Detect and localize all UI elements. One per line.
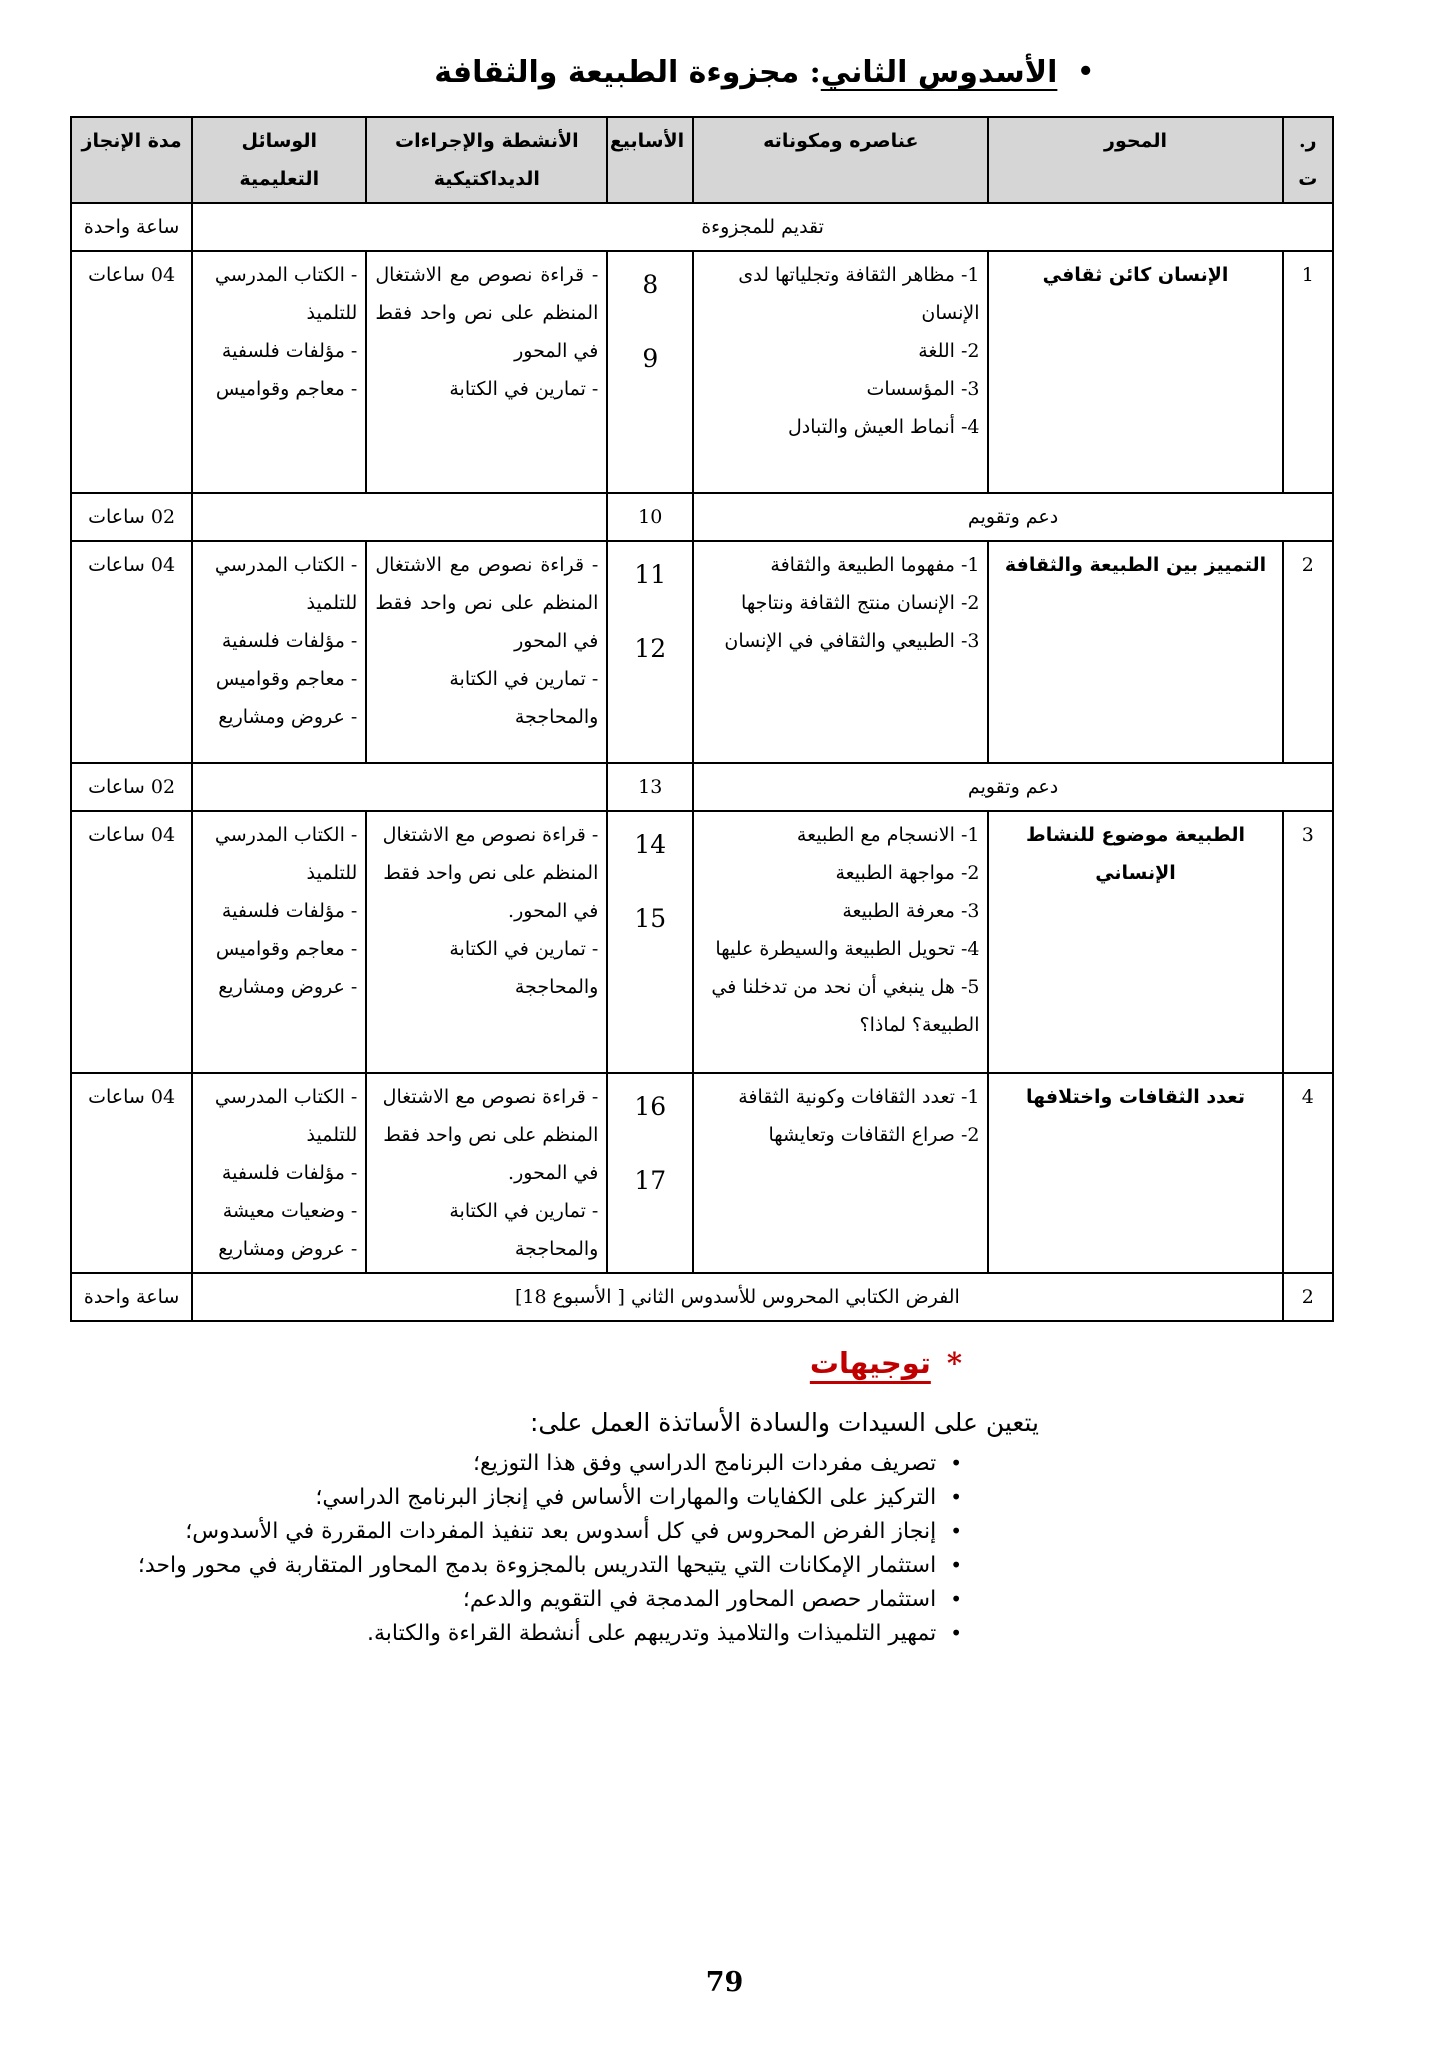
activity-item: - قراءة نصوص مع الاشتغال المنظم على نص واحد فقط في المحور	[375, 554, 599, 652]
activity-item: - تمارين في الكتابة والمحاججة	[449, 938, 599, 998]
bullet-icon: •	[950, 1621, 962, 1645]
activity-item: - تمارين في الكتابة والمحاججة	[449, 668, 599, 728]
directives-heading	[70, 1346, 1334, 1380]
material-item: - معاجم وقواميس	[215, 668, 358, 690]
module-intro-row	[71, 203, 1333, 251]
activity-item: - قراءة نصوص مع الاشتغال المنظم على نص واحد فقط في المحور	[375, 264, 599, 362]
element-item: 2- الإنسان منتج الثقافة ونتاجها	[741, 592, 980, 614]
week-number: 8	[642, 270, 659, 299]
element-item: 1- مفهوما الطبيعة والثقافة	[770, 554, 980, 576]
row-number: 1	[1283, 251, 1333, 493]
curriculum-table	[70, 116, 1334, 1322]
header-axis: المحور	[988, 117, 1282, 203]
duration-cell: 04 ساعات	[71, 251, 192, 493]
material-item: - عروض ومشاريع	[218, 976, 358, 998]
material-item: - مؤلفات فلسفية	[221, 340, 358, 362]
directive-text: تمهير التلميذات والتلاميذ وتدريبهم على أنشطة القراءة والكتابة.	[367, 1621, 937, 1646]
header-serial	[1283, 117, 1333, 203]
element-item: 1- مظاهر الثقافة وتجلياتها لدى الإنسان	[738, 264, 980, 324]
material-item: - مؤلفات فلسفية	[221, 900, 358, 922]
activities-cell	[366, 541, 607, 763]
element-item: 5- هل ينبغي أن نحد من تدخلنا في الطبيعة؟ لماذا؟	[711, 976, 980, 1036]
support-label: دعم وتقويم	[693, 763, 1333, 811]
element-item: 2- اللغة	[918, 340, 980, 362]
support-week: 13	[607, 763, 693, 811]
weeks-cell	[607, 811, 693, 1073]
material-item: - معاجم وقواميس	[215, 938, 358, 960]
element-item: 2- مواجهة الطبيعة	[835, 862, 980, 884]
directive-item	[70, 1553, 962, 1578]
directive-item	[70, 1485, 962, 1510]
asterisk-icon: *	[946, 1346, 962, 1380]
material-item: - معاجم وقواميس	[215, 378, 358, 400]
header-elements: عناصره ومكوناته	[693, 117, 988, 203]
week-number: 16	[634, 1092, 667, 1121]
material-item: - مؤلفات فلسفية	[221, 1162, 358, 1184]
header-activities-l2: الديداكتيكية	[433, 168, 540, 190]
exam-duration: ساعة واحدة	[71, 1273, 192, 1321]
axis-cell: التمييز بين الطبيعة والثقافة	[988, 541, 1282, 763]
elements-cell	[693, 251, 988, 493]
axis-cell: الطبيعة موضوع للنشاط الإنساني	[988, 811, 1282, 1073]
directive-item	[70, 1451, 962, 1476]
bullet-icon: •	[950, 1485, 962, 1509]
duration-cell: 04 ساعات	[71, 1073, 192, 1273]
table-row	[71, 811, 1333, 1073]
bullet-icon: •	[950, 1553, 962, 1577]
materials-cell	[192, 251, 366, 493]
support-week: 10	[607, 493, 693, 541]
week-number: 9	[642, 344, 659, 373]
activity-item: - قراءة نصوص مع الاشتغال المنظم على نص واحد فقط في المحور.	[382, 824, 599, 922]
element-item: 4- تحويل الطبيعة والسيطرة عليها	[715, 938, 980, 960]
directive-text: تصريف مفردات البرنامج الدراسي وفق هذا التوزيع؛	[473, 1451, 937, 1476]
duration-cell: 04 ساعات	[71, 811, 192, 1073]
directive-item	[70, 1621, 962, 1646]
activities-cell	[366, 811, 607, 1073]
week-number: 17	[634, 1166, 667, 1195]
title-semester: الأسدوس الثاني	[820, 55, 1058, 90]
support-duration: 02 ساعات	[71, 493, 192, 541]
directives-list	[70, 1451, 1334, 1646]
header-activities	[366, 117, 607, 203]
activity-item: - قراءة نصوص مع الاشتغال المنظم على نص واحد فقط في المحور.	[382, 1086, 599, 1184]
elements-cell	[693, 1073, 988, 1273]
bullet-icon: •	[950, 1519, 962, 1543]
element-item: 1- تعدد الثقافات وكونية الثقافة	[738, 1086, 980, 1108]
directive-text: إنجاز الفرض المحروس في كل أسدوس بعد تنفيذ المفردات المقررة في الأسدوس؛	[185, 1519, 937, 1544]
header-materials: الوسائل التعليمية	[192, 117, 366, 203]
directive-text: التركيز على الكفايات والمهارات الأساس في إنجاز البرنامج الدراسي؛	[315, 1485, 937, 1510]
header-duration: مدة الإنجاز	[71, 117, 192, 203]
page-title	[70, 55, 1334, 90]
weeks-cell	[607, 1073, 693, 1273]
module-intro-duration: ساعة واحدة	[71, 203, 192, 251]
material-item: - مؤلفات فلسفية	[221, 630, 358, 652]
support-row	[71, 763, 1333, 811]
element-item: 2- صراع الثقافات وتعايشها	[768, 1124, 980, 1146]
page-number: 79	[705, 1967, 744, 1998]
elements-cell	[693, 541, 988, 763]
element-item: 3- الطبيعي والثقافي في الإنسان	[724, 630, 980, 652]
element-item: 1- الانسجام مع الطبيعة	[796, 824, 980, 846]
materials-cell	[192, 1073, 366, 1273]
element-item: 3- المؤسسات	[866, 378, 980, 400]
exam-row	[71, 1273, 1333, 1321]
directive-item	[70, 1587, 962, 1612]
week-number: 12	[634, 634, 667, 663]
row-number: 3	[1283, 811, 1333, 1073]
activities-cell	[366, 251, 607, 493]
week-number: 14	[634, 830, 667, 859]
exam-row-number: 2	[1283, 1273, 1333, 1321]
duration-cell: 04 ساعات	[71, 541, 192, 763]
element-item: 4- أنماط العيش والتبادل	[787, 416, 980, 438]
title-bullet-icon: •	[1077, 57, 1094, 87]
support-row	[71, 493, 1333, 541]
support-label: دعم وتقويم	[693, 493, 1333, 541]
material-item: - الكتاب المدرسي للتلميذ	[214, 554, 358, 614]
title-module: : مجزوءة الطبيعة والثقافة	[434, 55, 821, 90]
support-empty-cell	[192, 763, 607, 811]
directive-text: استثمار الإمكانات التي يتيحها التدريس بالمجزوءة بدمج المحاور المتقاربة في محور واحد؛	[137, 1553, 937, 1578]
activity-item: - تمارين في الكتابة	[449, 378, 599, 400]
bullet-icon: •	[950, 1587, 962, 1611]
activities-cell	[366, 1073, 607, 1273]
material-item: - وضعيات معيشة	[222, 1200, 358, 1222]
weeks-cell	[607, 541, 693, 763]
material-item: - عروض ومشاريع	[218, 1238, 358, 1260]
row-number: 2	[1283, 541, 1333, 763]
row-number: 4	[1283, 1073, 1333, 1273]
table-row	[71, 541, 1333, 763]
table-header-row	[71, 117, 1333, 203]
material-item: - الكتاب المدرسي للتلميذ	[214, 824, 358, 884]
support-empty-cell	[192, 493, 607, 541]
header-serial-l2: ت	[1298, 168, 1318, 190]
directive-item	[70, 1519, 962, 1544]
header-activities-l1: الأنشطة والإجراءات	[395, 130, 579, 152]
bullet-icon: •	[950, 1451, 962, 1475]
directives-intro: يتعين على السيدات والسادة الأساتذة العمل على:	[529, 1408, 1039, 1437]
directive-text: استثمار حصص المحاور المدمجة في التقويم والدعم؛	[462, 1587, 937, 1612]
header-weeks: الأسابيع	[607, 117, 693, 203]
weeks-cell	[607, 251, 693, 493]
table-row	[71, 1073, 1333, 1273]
axis-cell: الإنسان كائن ثقافي	[988, 251, 1282, 493]
exam-label: الفرض الكتابي المحروس للأسدوس الثاني [ الأسبوع 18]	[192, 1273, 1282, 1321]
material-item: - الكتاب المدرسي للتلميذ	[214, 264, 358, 324]
table-row	[71, 251, 1333, 493]
module-intro-label: تقديم للمجزوءة	[192, 203, 1333, 251]
element-item: 3- معرفة الطبيعة	[842, 900, 980, 922]
axis-cell: تعدد الثقافات واختلافها	[988, 1073, 1282, 1273]
week-number: 15	[634, 904, 667, 933]
material-item: - عروض ومشاريع	[218, 706, 358, 728]
support-duration: 02 ساعات	[71, 763, 192, 811]
materials-cell	[192, 541, 366, 763]
directives-heading-text: توجيهات	[809, 1346, 931, 1380]
header-serial-l1: ر.	[1298, 130, 1317, 152]
materials-cell	[192, 811, 366, 1073]
material-item: - الكتاب المدرسي للتلميذ	[214, 1086, 358, 1146]
elements-cell	[693, 811, 988, 1073]
activity-item: - تمارين في الكتابة والمحاججة	[449, 1200, 599, 1260]
week-number: 11	[634, 560, 667, 589]
